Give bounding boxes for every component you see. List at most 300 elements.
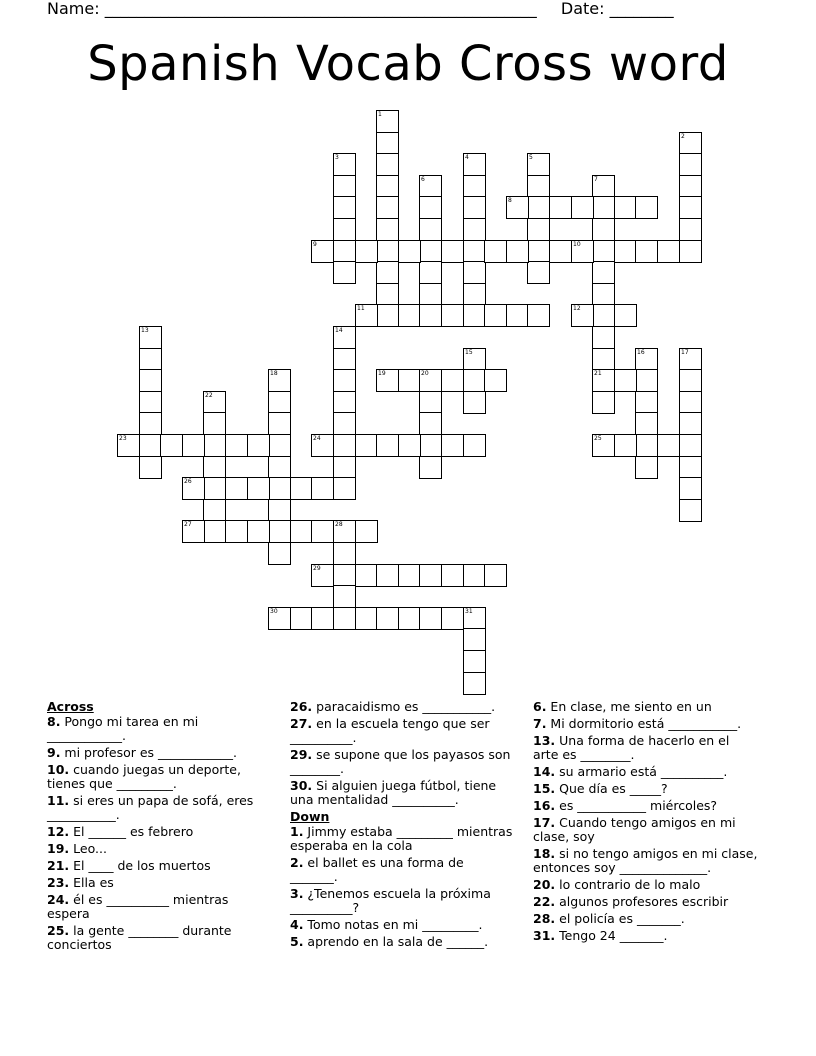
clue [47,715,272,743]
clue-number: 12 [573,305,581,312]
clue-text: él es __________ mientras espera [47,892,229,921]
grid-cell[interactable] [398,434,421,457]
grid-cell[interactable] [355,520,378,543]
clue-number-label: 23. [47,875,70,890]
grid-cell[interactable] [463,564,486,587]
clue [533,765,758,779]
grid-cell[interactable] [657,434,680,457]
clue-number-label: 30. [290,778,313,793]
clue-number: 29 [313,565,321,572]
grid-cell[interactable] [592,283,615,306]
grid-cell[interactable] [463,283,486,306]
clue [290,856,515,884]
clues-column-3 [533,700,758,946]
clue [533,816,758,844]
grid-cell[interactable] [333,412,356,435]
clue-number-label: 24. [47,892,70,907]
grid-cell[interactable] [311,520,334,543]
clue-text: paracaidismo es ___________. [312,699,496,714]
grid-cell[interactable] [376,240,399,263]
grid-cell[interactable] [203,412,226,435]
grid-cell[interactable] [614,196,637,219]
clue-number: 20 [421,370,429,377]
clue-number-label: 11. [47,793,70,808]
grid-cell[interactable] [635,240,658,263]
clue-number: 11 [357,305,365,312]
grid-cell[interactable] [419,607,442,630]
clue [47,825,272,839]
clue-text: es ___________ miércoles? [555,798,718,813]
clue-number-label: 31. [533,928,556,943]
grid-cell[interactable] [484,304,507,327]
grid-cell[interactable] [527,261,550,284]
grid-cell[interactable] [419,304,442,327]
grid-cell[interactable] [527,240,550,263]
clue-number: 24 [313,435,321,442]
grid-cell[interactable] [679,456,702,479]
clue-number-label: 9. [47,745,61,760]
clue [533,717,758,731]
grid-cell[interactable] [441,564,464,587]
grid-cell[interactable] [117,434,140,457]
grid-cell[interactable] [225,520,248,543]
grid-cell[interactable] [441,607,464,630]
grid-cell[interactable] [333,585,356,608]
clue-number: 23 [119,435,127,442]
grid-cell[interactable] [679,196,702,219]
clue-text: si no tengo amigos en mi clase, entonces soy ______________. [533,846,758,875]
grid-cell[interactable] [398,607,421,630]
grid-cell[interactable] [635,434,658,457]
grid-cell[interactable] [463,348,486,371]
grid-cell[interactable] [635,456,658,479]
grid-cell[interactable] [419,391,442,414]
grid-cell[interactable] [355,304,378,327]
grid-cell[interactable] [398,304,421,327]
clue-number: 6 [421,176,425,183]
grid-cell[interactable] [268,499,291,522]
clue-number: 10 [573,241,581,248]
grid-cell[interactable] [268,434,291,457]
grid-cell[interactable] [376,369,399,392]
clue [290,918,515,932]
clue-text: Una forma de hacerlo en el arte es ________. [533,733,730,762]
clue-number-label: 19. [47,841,70,856]
grid-cell[interactable] [398,240,421,263]
grid-cell[interactable] [549,240,572,263]
grid-cell[interactable] [679,218,702,241]
grid-cell[interactable] [614,434,637,457]
grid-cell[interactable] [463,240,486,263]
clue-number: 27 [184,521,192,528]
clue-text: Ella es [69,875,114,890]
clue-heading: Down [290,809,330,824]
clue-text: el ballet es una forma de _______. [290,855,464,884]
grid-cell[interactable] [679,499,702,522]
grid-cell[interactable] [333,456,356,479]
grid-cell[interactable] [139,326,162,349]
grid-cell[interactable] [376,196,399,219]
grid-cell[interactable] [463,196,486,219]
clue-number-label: 1. [290,824,304,839]
page-title: Spanish Vocab Cross word [87,36,729,92]
grid-cell[interactable] [376,434,399,457]
clue-number: 14 [335,327,343,334]
clue [47,924,272,952]
grid-cell[interactable] [139,369,162,392]
grid-cell[interactable] [635,391,658,414]
clue-number-label: 27. [290,716,313,731]
grid-cell[interactable] [376,283,399,306]
grid-cell[interactable] [333,218,356,241]
grid-cell[interactable] [635,196,658,219]
grid-cell[interactable] [203,499,226,522]
grid-cell[interactable] [419,261,442,284]
grid-cell[interactable] [679,391,702,414]
clue-number: 3 [335,154,339,161]
clue-number: 7 [594,176,598,183]
grid-cell[interactable] [333,348,356,371]
grid-cell[interactable] [527,196,550,219]
grid-cell[interactable] [182,477,205,500]
grid-cell[interactable] [484,564,507,587]
clue [290,700,515,714]
grid-cell[interactable] [398,369,421,392]
grid-cell[interactable] [463,175,486,198]
grid-cell[interactable] [419,283,442,306]
grid-cell[interactable] [268,412,291,435]
clue-text: Mi dormitorio está ___________. [546,716,742,731]
grid-cell[interactable] [592,434,615,457]
grid-cell[interactable] [592,196,615,219]
clue-number-label: 26. [290,699,313,714]
grid-cell[interactable] [290,607,313,630]
grid-cell[interactable] [203,520,226,543]
grid-cell[interactable] [182,520,205,543]
clue-number-label: 2. [290,855,304,870]
grid-cell[interactable] [635,369,658,392]
grid-cell[interactable] [333,607,356,630]
grid-cell[interactable] [333,326,356,349]
clue-number-label: 28. [533,911,556,926]
clue-number-label: 21. [47,858,70,873]
clue-number: 21 [594,370,602,377]
clue-text: El ______ es febrero [69,824,194,839]
grid-cell[interactable] [203,391,226,414]
grid-cell[interactable] [506,196,529,219]
grid-cell[interactable] [290,477,313,500]
grid-cell[interactable] [592,240,615,263]
grid-cell[interactable] [592,348,615,371]
grid-cell[interactable] [484,240,507,263]
grid-cell[interactable] [203,477,226,500]
grid-cell[interactable] [268,391,291,414]
clue-number: 18 [270,370,278,377]
grid-cell[interactable] [657,240,680,263]
grid-cell[interactable] [139,391,162,414]
grid-cell[interactable] [333,434,356,457]
grid-cell[interactable] [441,434,464,457]
clue-number-label: 20. [533,877,556,892]
grid-cell[interactable] [376,218,399,241]
grid-cell[interactable] [355,434,378,457]
grid-cell[interactable] [419,218,442,241]
grid-cell[interactable] [679,348,702,371]
grid-cell[interactable] [376,261,399,284]
grid-cell[interactable] [376,132,399,155]
grid-cell[interactable] [333,196,356,219]
clue-text: se supone que los payasos son ________. [290,747,511,776]
grid-cell[interactable] [463,153,486,176]
grid-cell[interactable] [463,434,486,457]
grid-cell[interactable] [463,672,486,695]
clue-number-label: 16. [533,798,556,813]
grid-cell[interactable] [571,304,594,327]
grid-cell[interactable] [679,369,702,392]
grid-cell[interactable] [268,477,291,500]
grid-cell[interactable] [463,261,486,284]
grid-cell[interactable] [333,477,356,500]
clue-number-label: 15. [533,781,556,796]
grid-cell[interactable] [182,434,205,457]
grid-cell[interactable] [419,564,442,587]
clue [290,887,515,915]
grid-cell[interactable] [355,240,378,263]
grid-cell[interactable] [679,434,702,457]
grid-cell[interactable] [463,369,486,392]
grid-cell[interactable] [463,650,486,673]
clues-column-2 [290,700,515,952]
grid-cell[interactable] [355,607,378,630]
grid-cell[interactable] [376,153,399,176]
clue-number: 1 [378,111,382,118]
clue-number-label: 7. [533,716,547,731]
name-field[interactable]: ______________________________________________________ [104,0,537,18]
clue [533,929,758,943]
clue [47,859,272,873]
clue-number: 8 [508,197,512,204]
clue-number-label: 22. [533,894,556,909]
grid-cell[interactable] [614,369,637,392]
grid-cell[interactable] [571,240,594,263]
grid-cell[interactable] [463,218,486,241]
grid-cell[interactable] [247,477,270,500]
grid-cell[interactable] [527,218,550,241]
grid-cell[interactable] [333,542,356,565]
grid-cell[interactable] [614,304,637,327]
grid-cell[interactable] [311,477,334,500]
grid-cell[interactable] [441,240,464,263]
grid-cell[interactable] [268,520,291,543]
clue [47,842,272,856]
grid-cell[interactable] [419,196,442,219]
clue-text: mi profesor es ____________. [60,745,238,760]
grid-cell[interactable] [679,412,702,435]
grid-cell[interactable] [635,348,658,371]
clue-text: lo contrario de lo malo [555,877,701,892]
grid-cell[interactable] [592,175,615,198]
clue [533,912,758,926]
clue-number: 9 [313,241,317,248]
clue-text: En clase, me siento en un [546,699,712,714]
clue-text: ¿Tenemos escuela la próxima __________? [290,886,491,915]
grid-cell[interactable] [679,132,702,155]
clue-text: la gente ________ durante conciertos [47,923,232,952]
grid-cell[interactable] [398,564,421,587]
grid-cell[interactable] [484,369,507,392]
clue-number-label: 25. [47,923,70,938]
grid-cell[interactable] [441,304,464,327]
grid-cell[interactable] [635,412,658,435]
grid-cell[interactable] [355,564,378,587]
grid-cell[interactable] [333,520,356,543]
grid-cell[interactable] [376,607,399,630]
grid-cell[interactable] [268,369,291,392]
grid-cell[interactable] [376,110,399,133]
clue-number-label: 14. [533,764,556,779]
grid-cell[interactable] [311,607,334,630]
clue [47,876,272,890]
clue-text: aprendo en la sala de ______. [303,934,489,949]
grid-cell[interactable] [268,607,291,630]
grid-cell[interactable] [333,564,356,587]
grid-cell[interactable] [247,520,270,543]
grid-cell[interactable] [463,304,486,327]
date-label: Date: [560,0,605,18]
grid-cell[interactable] [419,412,442,435]
grid-cell[interactable] [679,175,702,198]
clue-number: 17 [681,349,689,356]
grid-cell[interactable] [592,218,615,241]
grid-cell[interactable] [139,456,162,479]
clue [47,893,272,921]
grid-cell[interactable] [592,391,615,414]
grid-cell[interactable] [419,175,442,198]
grid-cell[interactable] [333,391,356,414]
clue-text: cuando juegas un deporte, tienes que _________. [47,762,241,791]
grid-cell[interactable] [592,326,615,349]
grid-cell[interactable] [376,175,399,198]
grid-cell[interactable] [527,175,550,198]
clue [533,700,758,714]
clue-text: algunos profesores escribir [555,894,729,909]
clue-number: 22 [205,392,213,399]
clue [290,717,515,745]
clue-text: Que día es _____? [555,781,668,796]
grid-cell[interactable] [463,607,486,630]
grid-cell[interactable] [268,542,291,565]
clue-number-label: 6. [533,699,547,714]
clue-number: 25 [594,435,602,442]
grid-cell[interactable] [506,240,529,263]
grid-cell[interactable] [592,369,615,392]
grid-cell[interactable] [311,434,334,457]
grid-cell[interactable] [527,153,550,176]
grid-cell[interactable] [247,434,270,457]
clue-number: 19 [378,370,386,377]
grid-cell[interactable] [290,520,313,543]
grid-cell[interactable] [679,153,702,176]
grid-cell[interactable] [333,240,356,263]
grid-cell[interactable] [549,196,572,219]
grid-cell[interactable] [376,304,399,327]
grid-cell[interactable] [592,261,615,284]
grid-cell[interactable] [139,412,162,435]
grid-cell[interactable] [311,564,334,587]
grid-cell[interactable] [419,240,442,263]
clue-number: 28 [335,521,343,528]
clue-number-label: 8. [47,714,61,729]
clue [47,794,272,822]
clue-number-label: 18. [533,846,556,861]
grid-cell[interactable] [225,434,248,457]
clue-text: en la escuela tengo que ser __________. [290,716,490,745]
clue-text: Tomo notas en mi _________. [303,917,483,932]
grid-cell[interactable] [527,304,550,327]
grid-cell[interactable] [333,261,356,284]
grid-cell[interactable] [592,304,615,327]
grid-cell[interactable] [506,304,529,327]
grid-cell[interactable] [463,391,486,414]
grid-cell[interactable] [463,628,486,651]
clue [47,763,272,791]
grid-cell[interactable] [203,456,226,479]
grid-cell[interactable] [139,348,162,371]
clue-number: 16 [637,349,645,356]
grid-cell[interactable] [333,369,356,392]
clue [533,799,758,813]
grid-cell[interactable] [203,434,226,457]
clues-column-1 [47,700,272,955]
clue-text: El ____ de los muertos [69,858,211,873]
clue-text: Jimmy estaba _________ mientras esperaba en la cola [290,824,513,853]
clue-number: 26 [184,478,192,485]
grid-cell[interactable] [571,196,594,219]
grid-cell[interactable] [419,434,442,457]
grid-cell[interactable] [376,564,399,587]
grid-cell[interactable] [419,369,442,392]
clue-number-label: 3. [290,886,304,901]
grid-cell[interactable] [419,456,442,479]
grid-cell[interactable] [333,175,356,198]
clue [533,782,758,796]
clue-heading: Across [47,699,94,714]
clue-text: si eres un papa de sofá, eres ___________. [47,793,254,822]
grid-cell[interactable] [441,369,464,392]
grid-cell[interactable] [614,240,637,263]
grid-cell[interactable] [333,153,356,176]
grid-cell[interactable] [139,434,162,457]
clue-number-label: 4. [290,917,304,932]
grid-cell[interactable] [679,477,702,500]
clue [533,847,758,875]
clue-text: Leo... [69,841,107,856]
grid-cell[interactable] [225,477,248,500]
clue [290,935,515,949]
grid-cell[interactable] [311,240,334,263]
clue-number-label: 10. [47,762,70,777]
name-label: Name: [47,0,100,18]
clue [533,734,758,762]
grid-cell[interactable] [160,434,183,457]
clue-text: Pongo mi tarea en mi ____________. [47,714,199,743]
clue-number-label: 5. [290,934,304,949]
clue-number: 15 [465,349,473,356]
clue [533,895,758,909]
grid-cell[interactable] [679,240,702,263]
grid-cell[interactable] [268,456,291,479]
date-field[interactable]: ________ [609,0,674,18]
